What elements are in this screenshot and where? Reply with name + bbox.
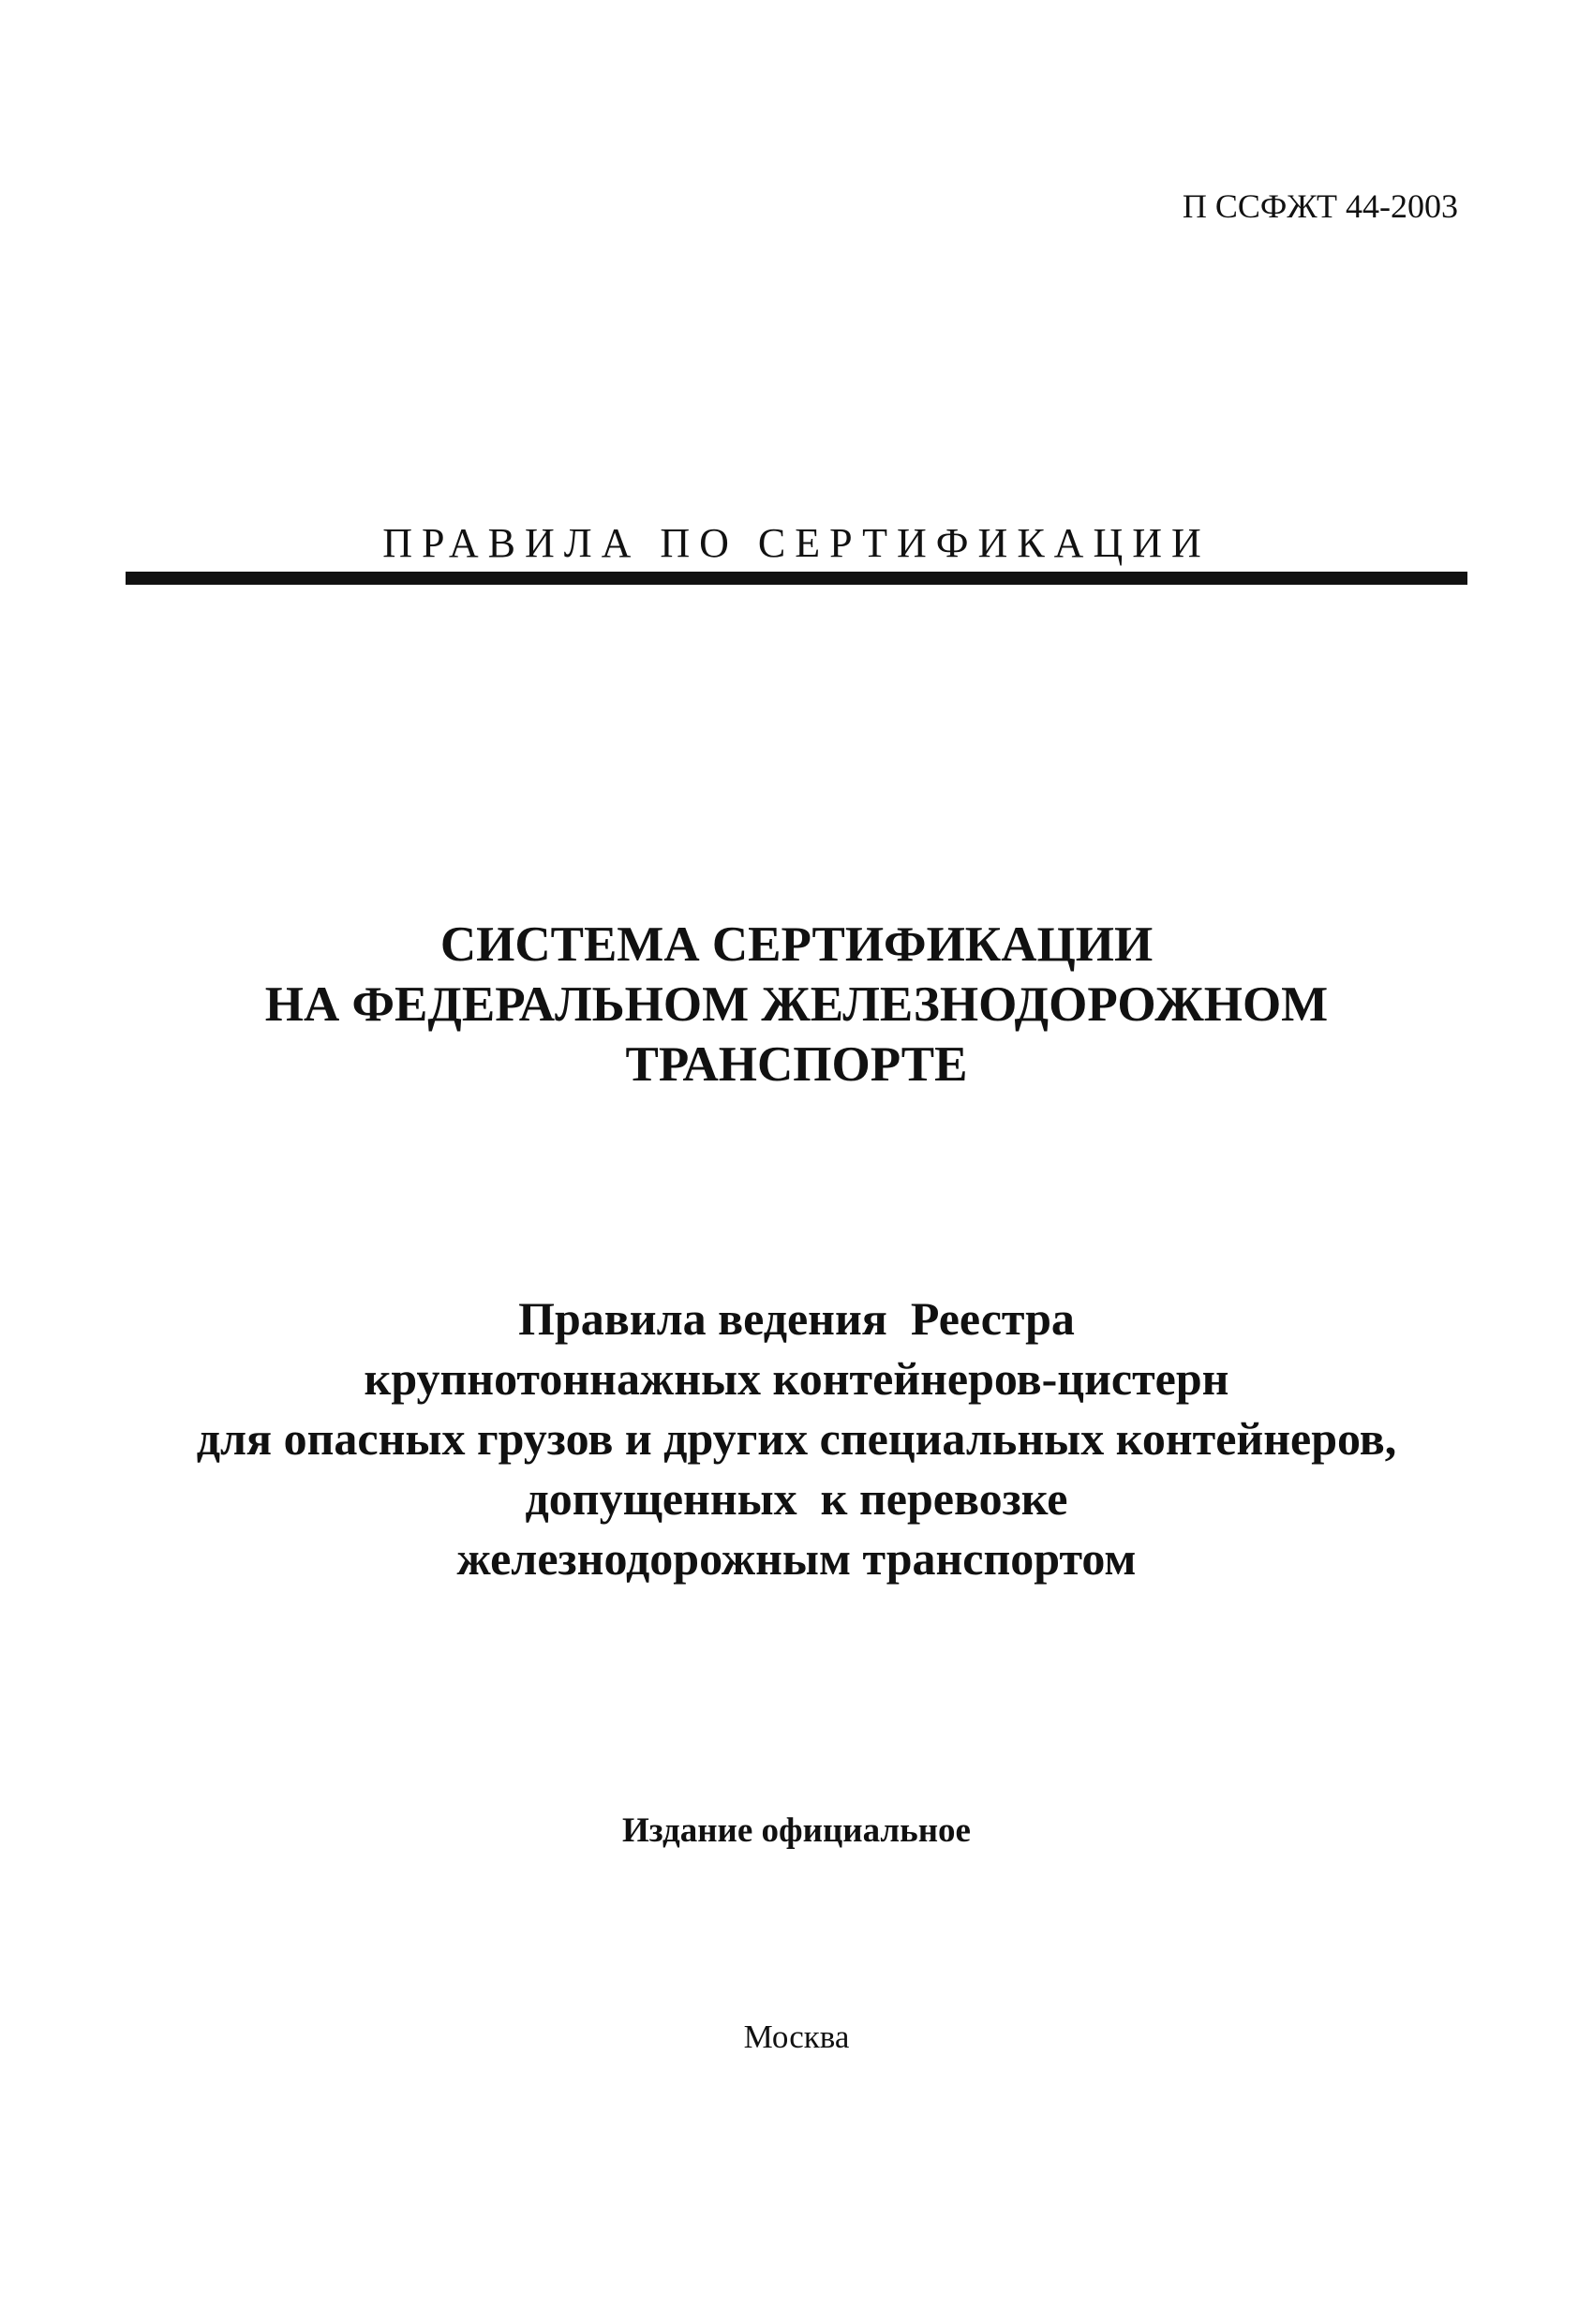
- document-title-line: железнодорожным транспортом: [456, 1532, 1137, 1585]
- edition-label: Издание официальное: [622, 1811, 971, 1850]
- system-title-line: НА ФЕДЕРАЛЬНОМ ЖЕЛЕЗНОДОРОЖНОМ: [264, 977, 1329, 1032]
- document-title-line: Правила ведения Реестра: [518, 1292, 1075, 1345]
- document-title-line: допущенных к перевозке: [525, 1472, 1068, 1525]
- system-title-line: ТРАНСПОРТЕ: [625, 1037, 968, 1092]
- system-title-line: СИСТЕМА СЕРТИФИКАЦИИ: [439, 917, 1154, 972]
- system-title: [0, 915, 1593, 1095]
- publication-city: Москва: [743, 2019, 850, 2055]
- document-title-line: для опасных грузов и других специальных контейнеров,: [196, 1412, 1397, 1465]
- document-title-line: крупнотоннажных контейнеров-цистерн: [364, 1352, 1229, 1405]
- heading-divider: [126, 572, 1467, 585]
- rules-heading: ПРАВИЛА ПО СЕРТИФИКАЦИИ: [382, 520, 1211, 566]
- document-title: [0, 1289, 1593, 1588]
- document-code: П ССФЖТ 44-2003: [1182, 187, 1458, 225]
